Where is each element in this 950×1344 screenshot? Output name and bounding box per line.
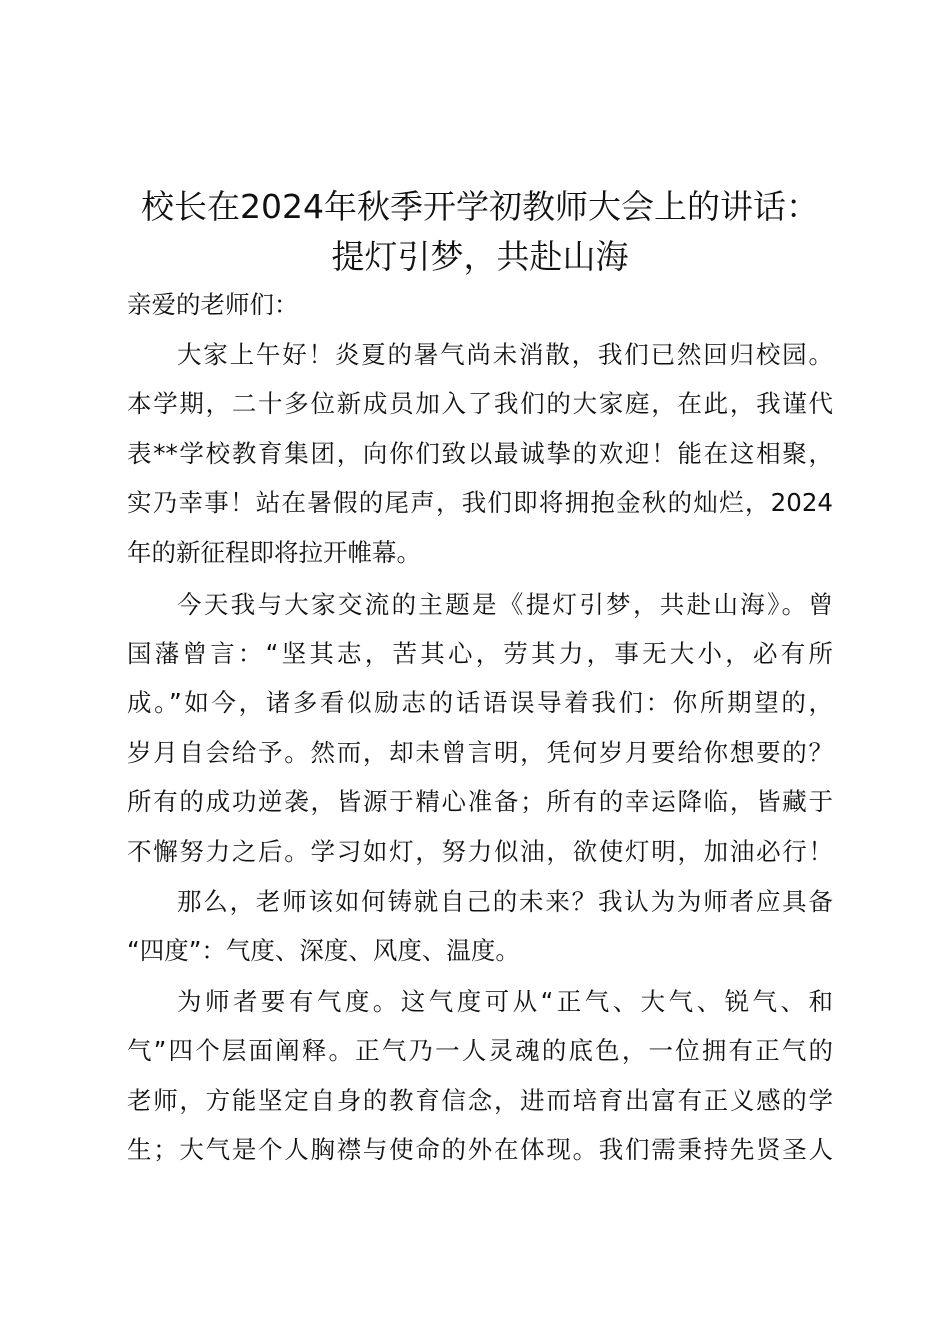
paragraph-2-line-2: 国藩曾言：“坚其志，苦其心，劳其力，事无大小，必有所	[127, 639, 833, 668]
paragraph-2-line-6: 不懈努力之后。学习如灯，努力似油，欲使灯明，加油必行！	[127, 837, 833, 866]
paragraph-2-line-5: 所有的成功逆袭，皆源于精心准备；所有的幸运降临，皆藏于	[127, 787, 833, 816]
document-title-line-2: 提灯引梦，共赴山海	[331, 237, 629, 276]
paragraph-1-line-4: 实乃幸事！站在暑假的尾声，我们即将拥抱金秋的灿烂，2024	[127, 488, 833, 517]
paragraph-2-line-1: 今天我与大家交流的主题是《提灯引梦，共赴山海》。曾	[177, 590, 833, 619]
paragraph-1-line-3: 表**学校教育集团，向你们致以最诚挚的欢迎！能在这相聚，	[127, 439, 833, 468]
paragraph-4-line-2: 气”四个层面阐释。正气乃一人灵魂的底色，一位拥有正气的	[127, 1036, 833, 1065]
paragraph-1-line-1: 大家上午好！炎夏的暑气尚未消散，我们已然回归校园。	[177, 340, 833, 369]
paragraph-3-line-1: 那么，老师该如何铸就自己的未来？我认为为师者应具备	[177, 887, 833, 916]
salutation: 亲爱的老师们：	[127, 290, 299, 319]
paragraph-2-line-3: 成。”如今，诸多看似励志的话语误导着我们：你所期望的，	[127, 688, 833, 717]
document-title-line-1: 校长在2024年秋季开学初教师大会上的讲话：	[141, 187, 819, 226]
paragraph-2-line-4: 岁月自会给予。然而，却未曾言明，凭何岁月要给你想要的？	[127, 738, 833, 767]
paragraph-4-line-1: 为师者要有气度。这气度可从“正气、大气、锐气、和	[177, 987, 833, 1016]
paragraph-4-line-4: 生；大气是个人胸襟与使命的外在体现。我们需秉持先贤圣人	[127, 1135, 833, 1164]
paragraph-1-line-2: 本学期，二十多位新成员加入了我们的大家庭，在此，我谨代	[127, 389, 833, 418]
paragraph-3-line-2: “四度”：气度、深度、风度、温度。	[127, 936, 520, 965]
paragraph-1-line-5: 年的新征程即将拉开帷幕。	[127, 538, 421, 567]
paragraph-4-line-3: 老师，方能坚定自身的教育信念，进而培育出富有正义感的学	[127, 1086, 833, 1115]
